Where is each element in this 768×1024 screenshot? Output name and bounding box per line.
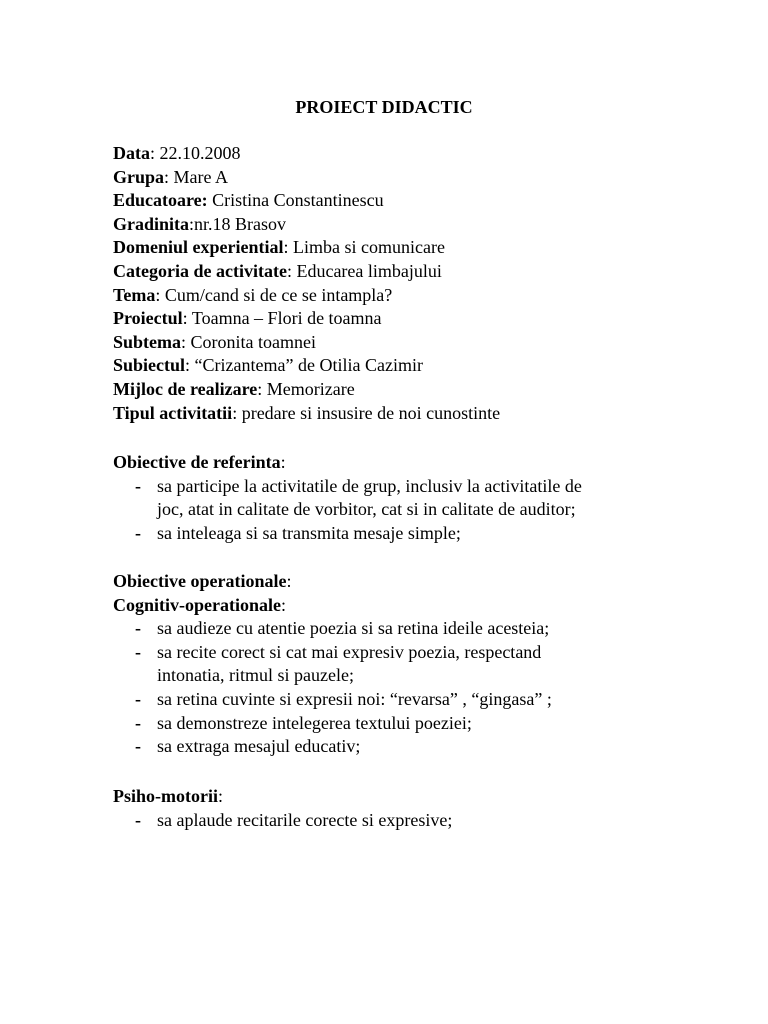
list-item-line: sa extraga mesajul educativ; bbox=[157, 736, 361, 757]
dash-bullet: - bbox=[135, 618, 141, 639]
info-row-proiectul bbox=[113, 307, 673, 331]
info-row-tipul bbox=[113, 402, 673, 426]
section-heading bbox=[113, 785, 673, 809]
heading-text: Obiective operationale bbox=[113, 571, 287, 591]
info-label: Proiectul bbox=[113, 308, 183, 329]
list-item bbox=[113, 712, 673, 736]
heading-text: Psiho-motorii bbox=[113, 786, 218, 806]
info-label: Educatoare: bbox=[113, 190, 208, 211]
info-label: Mijloc de realizare bbox=[113, 378, 258, 399]
dash-bullet: - bbox=[135, 712, 141, 733]
list-item-line: sa inteleaga si sa transmita mesaje simple; bbox=[157, 522, 461, 543]
obiective-operationale-section bbox=[113, 570, 673, 759]
list-item-line: sa participe la activitatile de grup, inclusiv la activitatile de bbox=[157, 475, 582, 496]
list-item-line: joc, atat in calitate de vorbitor, cat si in calitate de auditor; bbox=[157, 499, 576, 520]
info-label: Subiectul bbox=[113, 355, 186, 376]
info-value: Educarea limbajului bbox=[296, 260, 442, 281]
dash-bullet: - bbox=[135, 522, 141, 543]
page-title: PROIECT DIDACTIC bbox=[295, 97, 473, 117]
info-separator: : bbox=[164, 166, 174, 187]
section-heading bbox=[113, 570, 673, 594]
info-row-tema bbox=[113, 284, 673, 308]
info-label: Data bbox=[113, 143, 150, 163]
info-separator: : bbox=[185, 355, 195, 376]
info-row-gradinita bbox=[113, 213, 673, 237]
info-label: Categoria de activitate bbox=[113, 260, 287, 281]
list-item bbox=[113, 522, 673, 546]
list-item bbox=[113, 688, 673, 712]
list-item bbox=[113, 735, 673, 759]
list-item-line: intonatia, ritmul si pauzele; bbox=[157, 665, 354, 686]
info-value: nr.18 Brasov bbox=[194, 213, 287, 234]
list-item bbox=[113, 809, 673, 833]
list-item-line: sa recite corect si cat mai expresiv poezia, respectand bbox=[157, 641, 542, 662]
info-separator: : bbox=[286, 260, 297, 281]
info-row-data bbox=[113, 142, 673, 166]
info-separator: : bbox=[189, 213, 195, 234]
list-item-line: sa demonstreze intelegerea textului poeziei; bbox=[157, 712, 472, 733]
info-separator: : bbox=[232, 402, 242, 423]
obiective-referinta-section bbox=[113, 451, 673, 545]
heading-colon: : bbox=[280, 452, 286, 472]
info-value: Cristina Constantinescu bbox=[212, 190, 384, 211]
info-row-domeniul bbox=[113, 236, 673, 260]
info-value: Coronita toamnei bbox=[190, 331, 317, 352]
info-separator: : bbox=[181, 331, 191, 352]
psiho-motorii-section bbox=[113, 785, 673, 832]
info-row-subtema bbox=[113, 331, 673, 355]
info-value: predare si insusire de noi cunostinte bbox=[241, 402, 501, 423]
info-value: Toamna – Flori de toamna bbox=[191, 308, 382, 329]
list-item bbox=[113, 641, 673, 688]
list-item bbox=[113, 617, 673, 641]
list-item-line: sa audieze cu atentie poezia si sa retina ideile acesteia; bbox=[157, 618, 550, 639]
dash-bullet: - bbox=[135, 736, 141, 757]
subheading-colon: : bbox=[281, 594, 287, 615]
heading-text: Obiective de referinta bbox=[113, 452, 281, 472]
info-label: Subtema bbox=[113, 331, 182, 352]
info-value: Memorizare bbox=[266, 378, 355, 399]
info-section bbox=[113, 142, 673, 425]
info-label: Domeniul experiential bbox=[113, 237, 284, 258]
info-value: Mare A bbox=[173, 166, 229, 187]
info-row-categoria bbox=[113, 260, 673, 284]
info-separator: : bbox=[182, 308, 192, 329]
list-item-line: sa retina cuvinte si expresii noi: “revarsa” , “gingasa” ; bbox=[157, 688, 552, 709]
info-separator: : bbox=[257, 378, 267, 399]
list-item-line: sa aplaude recitarile corecte si expresive; bbox=[157, 809, 453, 830]
info-separator: : bbox=[155, 284, 165, 305]
info-separator: : bbox=[283, 237, 293, 258]
info-label: Grupa bbox=[113, 166, 165, 187]
dash-bullet: - bbox=[135, 688, 141, 709]
info-value: “Crizantema” de Otilia Cazimir bbox=[194, 355, 423, 376]
info-row-mijloc bbox=[113, 378, 673, 402]
dash-bullet: - bbox=[135, 475, 141, 496]
section-heading bbox=[113, 451, 673, 475]
list-item bbox=[113, 475, 673, 522]
info-value: Limba si comunicare bbox=[293, 237, 445, 258]
info-value: 22.10.2008 bbox=[159, 143, 241, 163]
subsection-heading bbox=[113, 594, 673, 618]
heading-colon: : bbox=[218, 786, 224, 806]
info-separator: : bbox=[150, 143, 160, 163]
info-row-grupa bbox=[113, 166, 673, 190]
heading-colon: : bbox=[286, 571, 292, 591]
dash-bullet: - bbox=[135, 809, 141, 830]
info-label: Gradinita bbox=[113, 213, 190, 234]
info-label: Tipul activitatii bbox=[113, 402, 233, 423]
info-label: Tema bbox=[113, 284, 156, 305]
dash-bullet: - bbox=[135, 641, 141, 662]
info-row-educatoare bbox=[113, 189, 673, 213]
info-row-subiectul bbox=[113, 354, 673, 378]
info-value: Cum/cand si de ce se intampla? bbox=[164, 284, 393, 305]
subheading-text: Cognitiv-operationale bbox=[113, 594, 281, 615]
